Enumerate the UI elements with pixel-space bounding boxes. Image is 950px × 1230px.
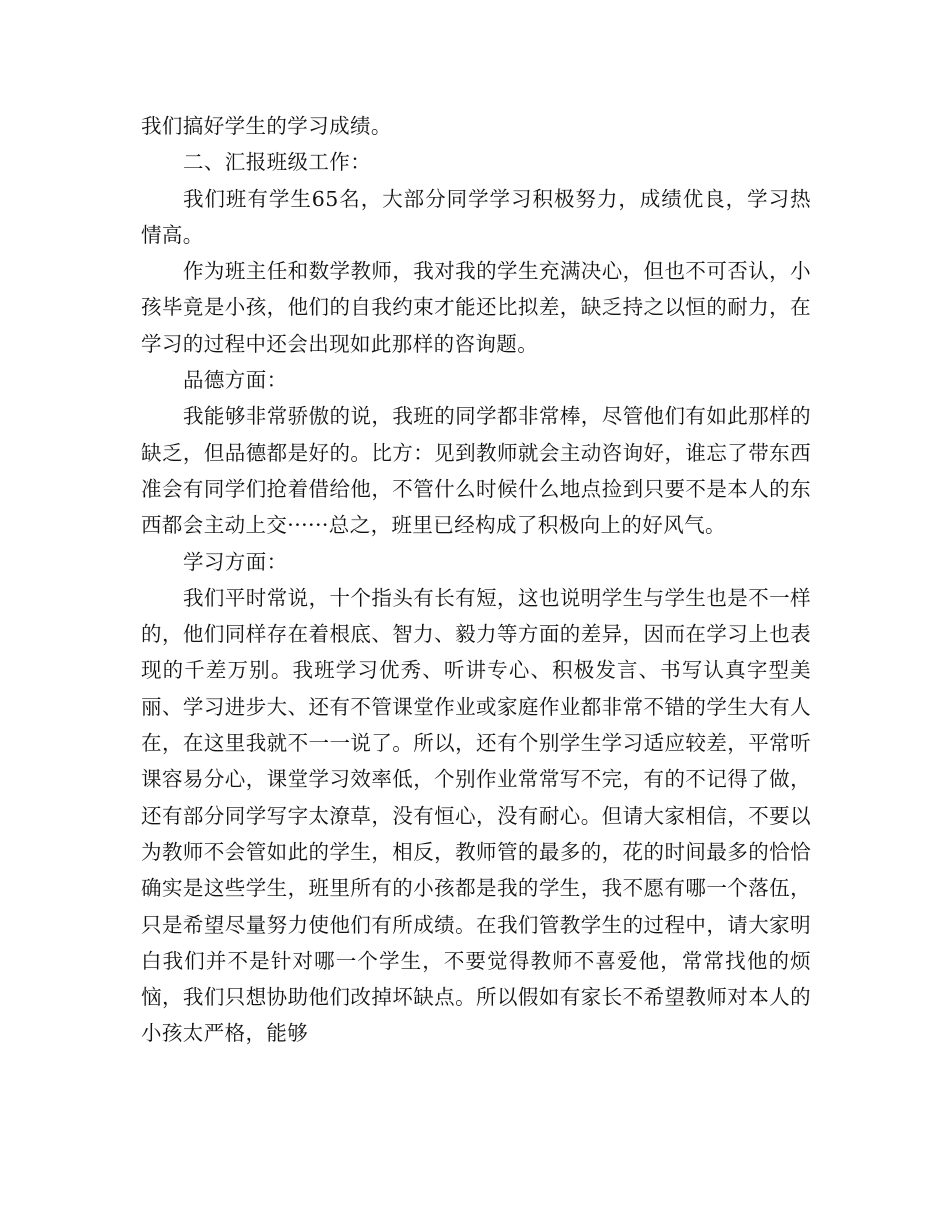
paragraph-study: 我们平时常说，十个指头有长有短，这也说明学生与学生也是不一样的，他们同样存在着根底、智力、毅力等方面的差异，因而在学习上也表现的千差万别。我班学习优秀、听讲专心、积极发言、书写认真字型美丽、学习进步大、还有不管课堂作业或家庭作业都非常不错的学生大有人在，在这里我就不一一说了。所以，还有个别学生学习适应较差，平常听课容易分心，课堂学习效率低，个别作业常常写不完，有的不记得了做，还有部分同学写字太潦草，没有恒心，没有耐心。但请大家相信，不要以为教师不会管如此的学生，相反，教师管的最多的，花的时间最多的恰恰确实是这些学生，班里所有的小孩都是我的学生，我不愿有哪一个落伍，只是希望尽量努力使他们有所成绩。在我们管教学生的过程中，请大家明白我们并不是针对哪一个学生，不要觉得教师不喜爱他，常常找他的烦恼，我们只想协助他们改掉坏缺点。所以假如有家长不希望教师对本人的小孩太严格，能够 [141,585,811,1046]
subheading-moral: 品德方面： [183,368,288,393]
paragraph-moral: 我能够非常骄傲的说，我班的同学都非常棒，尽管他们有如此那样的缺乏，但品德都是好的。比方：见到教师就会主动咨询好，谁忘了带东西准会有同学们抢着借给他，不管什么时候什么地点捡到只要不是本人的东西都会主动上交······总之，班里已经构成了积极向上的好风气。 [141,404,811,538]
document-body [141,108,811,1052]
paragraph-continuation: 我们搞好学生的学习成绩。 [141,114,392,138]
paragraph-teacher-role: 作为班主任和数学教师，我对我的学生充满决心，但也不可否认，小孩毕竟是小孩，他们的自我约束才能还比拟差，缺乏持之以恒的耐力，在学习的过程中还会出现如此那样的咨询题。 [141,259,811,356]
section-heading-class-report: 二、汇报班级工作： [183,150,372,175]
paragraph-class-overview: 我们班有学生65名，大部分同学学习积极努力，成绩优良，学习热情高。 [141,186,811,247]
subheading-study: 学习方面： [183,549,288,574]
